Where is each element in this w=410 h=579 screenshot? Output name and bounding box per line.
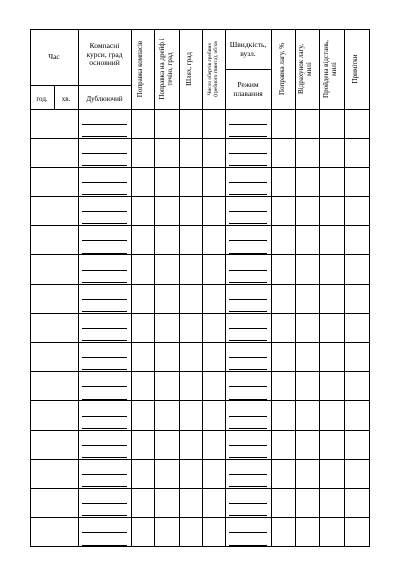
header-minutes: хв. [61,95,71,103]
header-sailing-mode-line2: плавання [233,88,263,98]
header-compass-courses-line2: курси, град [86,49,123,59]
cell-subline [82,457,127,458]
cell-subline [229,369,267,370]
header-compass-courses [78,42,131,68]
table-row [30,197,370,226]
cell-subline [82,240,127,241]
cell-subline [82,311,127,312]
cell-subline [82,340,127,341]
cell-subline [229,165,267,166]
cell-subline [229,270,267,271]
table-row [30,489,370,518]
cell-subline [229,399,267,400]
header-distance-line2: милі [330,62,338,76]
cell-subline [229,240,267,241]
header-notes: Примітки [351,54,360,84]
header-speed-line1: Швидкість, [229,40,267,49]
cell-subline [229,515,267,516]
header-time: Час [48,52,60,61]
table-row [30,313,370,342]
cell-subline [229,532,267,533]
header-log-reading-line1: Відрахунок лагу, [297,44,306,94]
cell-subline [82,211,127,212]
cell-subline [82,357,127,358]
header-duplicate: Дублюючий [86,95,123,103]
cell-subline [229,153,267,154]
cell-subline [229,299,267,300]
cell-subline [229,311,267,312]
cell-subline [229,386,267,387]
table-row [30,430,370,459]
header-track: Шлях, град [185,52,194,86]
cell-subline [82,223,127,224]
cell-subline [82,428,127,429]
cell-subline [82,299,127,300]
cell-subline [82,386,127,387]
cell-subline [82,194,127,195]
header-time-divider [30,85,131,86]
table-row [30,372,370,401]
table-row [30,401,370,430]
header-compass-courses-line3: основний [89,58,120,68]
header-drift-correction-line2: течію, град [166,52,174,86]
cell-subline [82,474,127,475]
header-revolutions-line2: (гребного гвинта), об/хв [213,41,219,97]
cell-subline [229,503,267,504]
header-speed-divider [225,69,271,70]
cell-subline [229,357,267,358]
header-revolutions [207,41,219,97]
cell-subline [82,515,127,516]
header-hours-divider [54,85,55,109]
cell-subline [229,340,267,341]
cell-subline [82,136,127,137]
header-drift-correction-line1: Поправка на дрейф і [158,38,167,100]
cell-subline [229,124,267,125]
table-row [30,109,370,138]
cell-subline [82,532,127,533]
form-body [30,109,370,547]
cell-subline [82,369,127,370]
cell-subline [82,182,127,183]
cell-subline [229,486,267,487]
cell-subline [229,194,267,195]
header-drift-correction [159,38,175,99]
cell-subline [82,270,127,271]
table-row [30,167,370,196]
header-speed-line2: вузл. [240,48,256,58]
table-row [30,255,370,284]
cell-subline [229,474,267,475]
cell-subline [229,223,267,224]
cell-subline [229,182,267,183]
header-log-reading-line2: милі [305,62,313,76]
cell-subline [229,416,267,417]
cell-subline [229,457,267,458]
cell-subline [82,253,127,254]
cell-subline [229,253,267,254]
cell-subline [82,445,127,446]
cell-subline [82,165,127,166]
header-revolutions-line1: Число обертів гребних [206,42,213,96]
header-sailing-mode-line1: Режим [237,80,259,89]
table-row [30,343,370,372]
cell-subline [82,486,127,487]
cell-subline [229,545,267,546]
header-hours: год. [36,95,48,103]
header-distance-line1: Пройдена відстань, [322,40,331,98]
table-row [30,518,370,547]
cell-subline [82,545,127,546]
cell-subline [229,211,267,212]
cell-subline [229,136,267,137]
cell-subline [82,503,127,504]
table-row [30,226,370,255]
cell-subline [229,428,267,429]
header-compass-correction: Поправка компасів [136,40,145,98]
header-log-correction: Поправка лагу, % [278,43,287,95]
header-sailing-mode [225,81,271,98]
cell-subline [229,282,267,283]
logbook-form [30,29,370,547]
cell-subline [229,445,267,446]
table-row [30,284,370,313]
cell-subline [229,328,267,329]
cell-subline [82,153,127,154]
header-distance [323,40,339,98]
table-row [30,138,370,167]
cell-subline [82,328,127,329]
header-speed [225,41,271,58]
table-row [30,459,370,488]
cell-subline [82,282,127,283]
cell-subline [82,124,127,125]
header-log-reading [298,44,314,94]
border-top [30,29,370,30]
cell-subline [82,399,127,400]
cell-subline [82,416,127,417]
header-compass-courses-line1: Компасні [89,41,120,50]
